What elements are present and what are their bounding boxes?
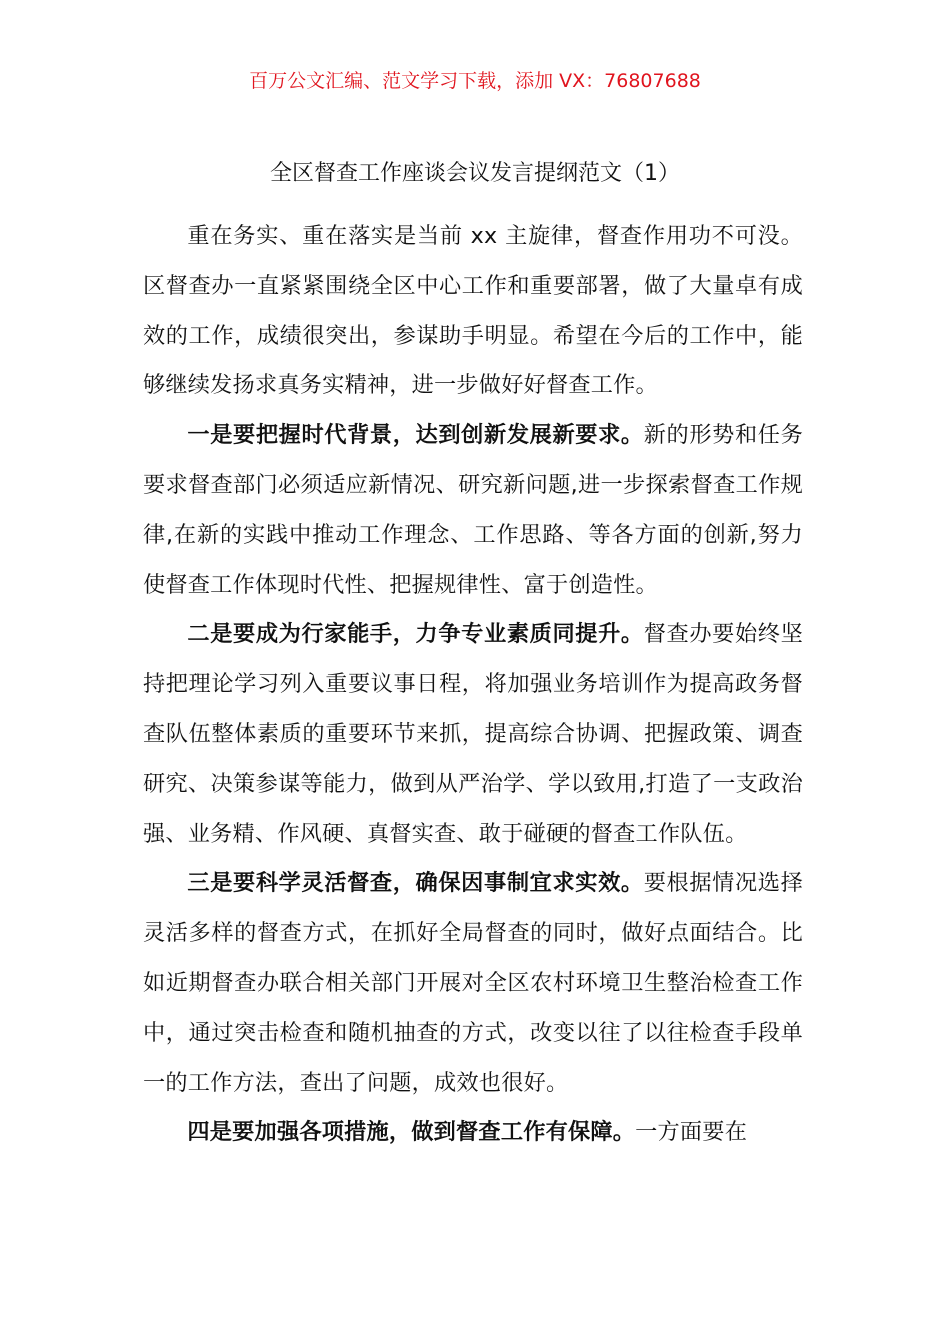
paragraph-point-1 (143, 411, 803, 610)
paragraph-text: 督查办要始终坚持把理论学习列入重要议事日程，将加强业务培训作为提高政务督查队伍整体素质的重要环节来抓，提高综合协调、把握政策、调查研究、决策参谋等能力，做到从严治学、学以致用,打造了一支政治强、业务精、作风硬、真督实查、敢于碰硬的督查工作队伍。 (143, 621, 804, 847)
paragraph-text: 要根据情况选择灵活多样的督查方式，在抓好全局督查的同时，做好点面结合。比如近期督查办联合相关部门开展对全区农村环境卫生整治检查工作中，通过突击检查和随机抽查的方式，改变以往了以往检查手段单一的工作方法，查出了问题，成效也很好。 (143, 870, 804, 1096)
paragraph-point-4 (143, 1108, 803, 1158)
paragraph-lead: 四是要加强各项措施，做到督查工作有保障。 (187, 1119, 636, 1146)
paragraph-intro (143, 212, 803, 411)
paragraph-lead: 一是要把握时代背景，达到创新发展新要求。 (187, 422, 644, 449)
paragraph-point-2 (143, 610, 803, 859)
paragraph-lead: 三是要科学灵活督查，确保因事制宜求实效。 (187, 870, 644, 897)
document-body (143, 212, 803, 1158)
paragraph-text: 新的形势和任务要求督查部门必须适应新情况、研究新问题,进一步探索督查工作规律,在新的实践中推动工作理念、工作思路、等各方面的创新,努力使督查工作体现时代性、把握规律性、富于创造性。 (143, 422, 804, 598)
header-banner: 百万公文汇编、范文学习下载，添加 VX：76807688 (249, 70, 701, 92)
paragraph-point-3 (143, 859, 803, 1108)
paragraph-text: 重在务实、重在落实是当前 xx 主旋律，督查作用功不可没。区督查办一直紧紧围绕全区中心工作和重要部署，做了大量卓有成效的工作，成绩很突出，参谋助手明显。希望在今后的工作中，能够继续发扬求真务实精神，进一步做好好督查工作。 (143, 223, 803, 399)
paragraph-text: 一方面要在 (635, 1119, 748, 1146)
document-title: 全区督查工作座谈会议发言提纲范文（1） (270, 161, 680, 186)
paragraph-lead: 二是要成为行家能手，力争专业素质同提升。 (187, 621, 644, 648)
